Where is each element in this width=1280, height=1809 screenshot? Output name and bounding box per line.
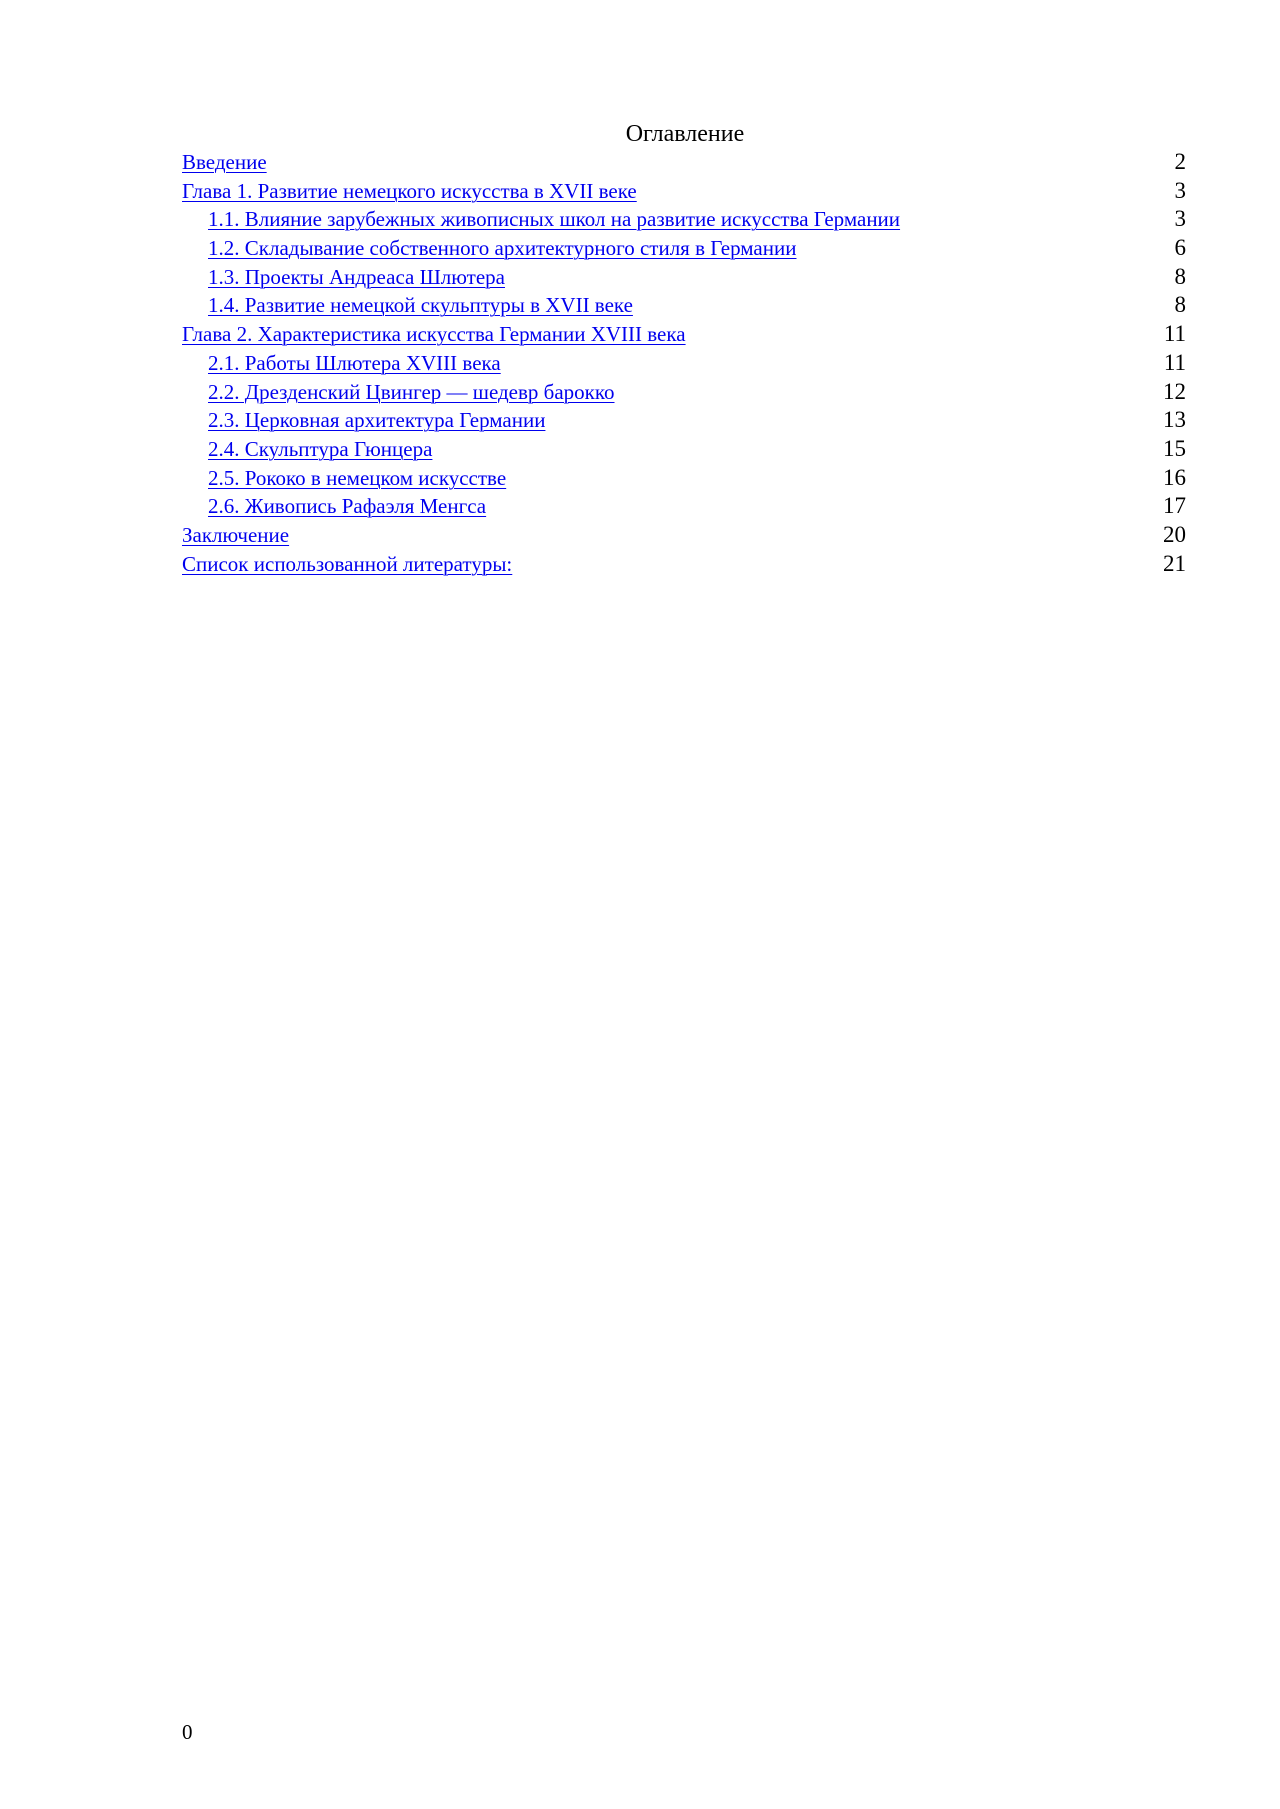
toc-entry-section-1-3 xyxy=(182,263,1186,292)
toc-page-number: 16 xyxy=(1163,464,1186,490)
toc-link[interactable]: 1.3. Проекты Андреаса Шлютера xyxy=(208,264,505,289)
toc-entry-section-2-3 xyxy=(182,406,1186,435)
toc-entry-chapter-1 xyxy=(182,177,1186,206)
toc-link[interactable]: Глава 1. Развитие немецкого искусства в XVII веке xyxy=(182,178,637,203)
toc-page-number: 12 xyxy=(1163,378,1186,404)
toc-page-number: 3 xyxy=(1174,177,1186,203)
toc-link[interactable]: 2.6. Живопись Рафаэля Менгса xyxy=(208,494,487,519)
toc-entry-bibliography xyxy=(182,550,1186,579)
toc-entry-conclusion xyxy=(182,521,1186,550)
toc-entry-section-1-4 xyxy=(182,291,1186,320)
toc-page-number: 3 xyxy=(1174,206,1186,232)
toc-link[interactable]: 1.1. Влияние зарубежных живописных школ на развитие искусства Германии xyxy=(208,207,901,232)
footer-page-number: 0 xyxy=(182,1720,193,1744)
toc-link[interactable]: 1.2. Складывание собственного архитектурного стиля в Германии xyxy=(208,236,797,261)
toc-link[interactable]: 1.4. Развитие немецкой скульптуры в XVII веке xyxy=(208,293,633,318)
toc-page-number: 11 xyxy=(1163,321,1186,347)
toc-link[interactable]: Список использованной литературы: xyxy=(182,551,513,576)
toc-link[interactable]: Глава 2. Характеристика искусства Германии XVIII века xyxy=(182,322,686,347)
toc-page-number: 6 xyxy=(1174,235,1186,261)
toc-page-number: 8 xyxy=(1174,263,1186,289)
table-of-contents xyxy=(182,148,1186,578)
toc-entry-section-1-2 xyxy=(182,234,1186,263)
toc-page-number: 2 xyxy=(1174,149,1186,174)
toc-page-number: 11 xyxy=(1163,349,1186,375)
toc-link[interactable]: 2.1. Работы Шлютера XVIII века xyxy=(208,350,501,375)
toc-entry-section-2-6 xyxy=(182,492,1186,521)
toc-link[interactable]: 2.2. Дрезденский Цвингер — шедевр барокко xyxy=(208,379,615,404)
toc-entry-chapter-2 xyxy=(182,320,1186,349)
toc-entry-section-2-4 xyxy=(182,435,1186,464)
toc-page-number: 20 xyxy=(1163,521,1186,547)
toc-entry-introduction xyxy=(182,148,1186,177)
toc-link[interactable]: 2.5. Рококо в немецком искусстве xyxy=(208,465,507,490)
toc-page-number: 21 xyxy=(1163,550,1186,576)
toc-page-number: 8 xyxy=(1174,292,1186,318)
toc-page-number: 17 xyxy=(1163,493,1186,519)
toc-entry-section-1-1 xyxy=(182,205,1186,234)
toc-page-number: 15 xyxy=(1163,435,1186,461)
toc-link[interactable]: Введение xyxy=(182,150,267,174)
toc-entry-section-2-5 xyxy=(182,464,1186,493)
toc-title: Оглавление xyxy=(625,121,745,147)
toc-link[interactable]: 2.4. Скульптура Гюнцера xyxy=(208,436,433,461)
toc-link[interactable]: 2.3. Церковная архитектура Германии xyxy=(208,408,546,433)
toc-entry-section-2-2 xyxy=(182,378,1186,407)
toc-page-number: 13 xyxy=(1163,407,1186,433)
toc-entry-section-2-1 xyxy=(182,349,1186,378)
toc-link[interactable]: Заключение xyxy=(182,522,290,547)
